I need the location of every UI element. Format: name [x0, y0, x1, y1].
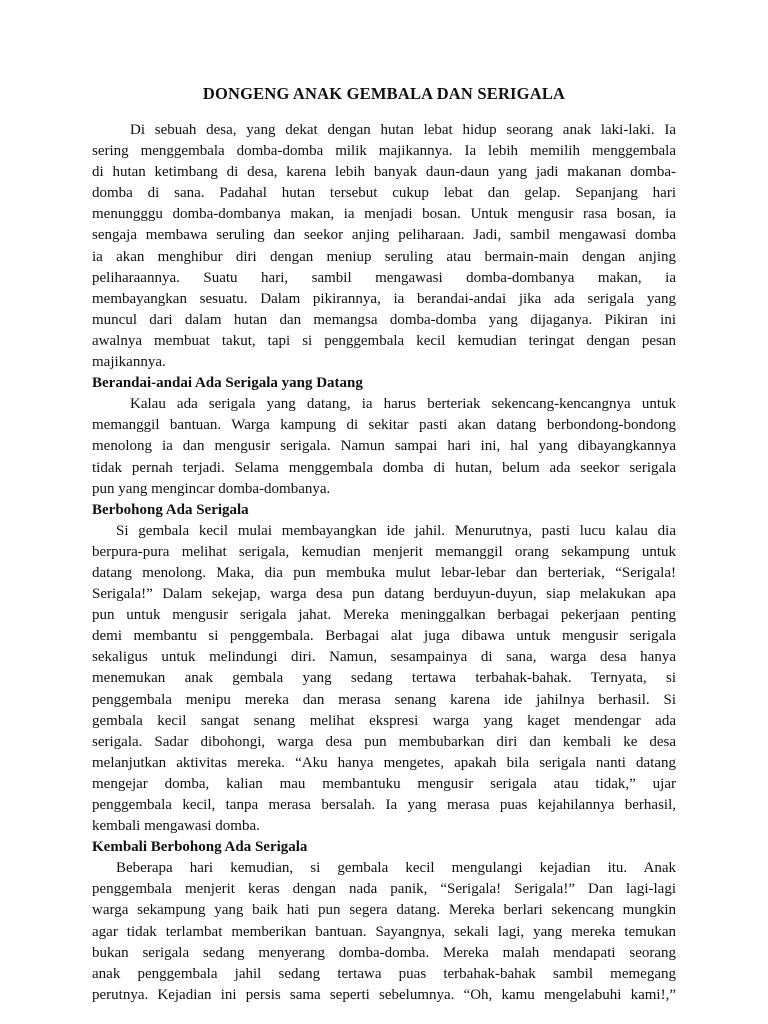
document-title: DONGENG ANAK GEMBALA DAN SERIGALA: [202, 84, 566, 103]
paragraph-line: bukan serigala sedang menyerang domba-domba. Mereka malah mendapati seorang: [92, 944, 676, 961]
paragraph-line: demi membantu si penggembala. Berbagai alat juga dibawa untuk mengusir serigala: [92, 628, 676, 645]
paragraph-line: penggembala kecil, tanpa merasa bersalah. Ia yang merasa puas kejahilannya berhasil,: [92, 797, 676, 813]
paragraph-line: di hutan ketimbang di desa, karena lebih banyak daun-daun yang jadi makanan domba-: [92, 164, 676, 181]
paragraph-line: sengaja membawa seruling dan seekor anjing peliharaan. Jadi, sambil mengawasi domba: [92, 227, 676, 244]
paragraph-line: Kalau ada serigala yang datang, ia harus berteriak sekencang-kencangnya untuk: [130, 396, 676, 413]
paragraph-line: tidak pernah terjadi. Selama menggembala domba di hutan, belum ada seekor serigala: [92, 459, 676, 476]
paragraph-line: ia akan menghibur diri dengan meniup seruling atau bermain-main dengan anjing: [92, 248, 676, 265]
paragraph-line: menemukan anak gembala yang sedang tertawa terbahak-bahak. Ternyata, si: [92, 670, 676, 687]
paragraph-line: warga sekampung yang baik hati pun segera datang. Mereka berlari sekencang mungkin: [92, 902, 676, 919]
paragraph-line: Beberapa hari kemudian, si gembala kecil mengulangi kejadian itu. Anak: [116, 860, 676, 877]
paragraph-line: sekaligus untuk melindungi diri. Namun, sesampainya di sana, warga desa hanya: [92, 649, 676, 666]
paragraph-line: membayangkan sesuatu. Dalam pikirannya, ia berandai-andai jika ada serigala yang: [92, 290, 676, 307]
section-heading: Kembali Berbohong Ada Serigala: [92, 839, 308, 856]
paragraph-line: penggembala menipu mereka dan merasa senang karena ide jahilnya berhasil. Si: [92, 691, 676, 708]
paragraph: [92, 120, 676, 373]
paragraph-line: kembali mengawasi domba.: [92, 818, 260, 835]
paragraph-line: pun yang mengincar domba-dombanya.: [92, 480, 331, 497]
paragraph-line: memanggil bantuan. Warga kampung di sekitar pasti akan datang berbondong-bondong: [92, 417, 676, 434]
paragraph-line: pun untuk mengusir serigala jahat. Mereka meninggalkan berbagai pekerjaan penting: [92, 607, 676, 624]
paragraph-line: peliharaannya. Suatu hari, sambil mengawasi domba-dombanya makan, ia: [92, 269, 676, 286]
paragraph-line: Si gembala kecil mulai membayangkan ide jahil. Menurutnya, pasti lucu kalau dia: [116, 522, 676, 539]
paragraph-line: awalnya membuat takut, tapi si penggembala kecil kemudian teringat dengan pesan: [92, 332, 676, 349]
paragraph-line: menungggu domba-dombanya makan, ia menjadi bosan. Untuk mengusir rasa bosan, ia: [92, 206, 676, 223]
paragraph-line: perutnya. Kejadian ini persis sama seperti sebelumnya. “Oh, kamu mengelabuhi kami!,”: [92, 986, 676, 1003]
paragraph-line: serigala. Sadar dibohongi, warga desa pun membubarkan diri dan kembali ke desa: [92, 733, 676, 750]
paragraph-line: datang menolong. Maka, dia pun membuka mulut lebar-lebar dan berteriak, “Serigala!: [92, 564, 676, 581]
paragraph-line: muncul dari dalam hutan dan memangsa domba-domba yang dijaganya. Pikiran ini: [92, 311, 676, 328]
paragraph-line: penggembala menjerit keras dengan nada panik, “Serigala! Serigala!” Dan lagi-lagi: [92, 881, 676, 898]
section-heading: Berandai-andai Ada Serigala yang Datang: [92, 375, 363, 392]
paragraph-line: gembala kecil sangat senang melihat ekspresi warga yang kaget mendengar ada: [92, 712, 676, 729]
paragraph-line: menolong ia dan mengusir serigala. Namun sampai hari ini, hal yang dibayangkannya: [92, 438, 676, 455]
paragraph-line: majikannya.: [92, 354, 166, 371]
paragraph-line: anak penggembala jahil sedang tertawa puas terbahak-bahak sambil memegang: [92, 965, 676, 982]
paragraph: [92, 394, 676, 499]
paragraph-line: berpura-pura melihat serigala, kemudian menjerit memanggil orang sekampung untuk: [92, 543, 676, 560]
paragraph: [92, 521, 676, 837]
paragraph-line: mengejar domba, kalian mau membantuku mengusir serigala atau tidak,” ujar: [92, 775, 676, 792]
paragraph-line: melanjutkan aktivitas mereka. “Aku hanya mengetes, apakah bila serigala nanti datang: [92, 754, 676, 771]
paragraph-line: sering menggembala domba-domba milik majikannya. Ia lebih memilih menggembala: [92, 143, 676, 160]
paragraph-line: agar tidak terlambat memberikan bantuan. Sayangnya, sekali lagi, yang mereka temukan: [92, 923, 676, 940]
paragraph-line: Serigala!” Dalam sekejap, warga desa pun datang berduyun-duyun, siap melakukan apa: [92, 586, 676, 603]
paragraph-line: Di sebuah desa, yang dekat dengan hutan lebat hidup seorang anak laki-laki. Ia: [130, 122, 676, 138]
paragraph: [92, 858, 676, 1006]
section-heading: Berbohong Ada Serigala: [92, 501, 249, 518]
paragraph-line: domba di sana. Padahal hutan tersebut cukup lebat dan gelap. Sepanjang hari: [92, 185, 676, 202]
document-body: [92, 120, 676, 1006]
